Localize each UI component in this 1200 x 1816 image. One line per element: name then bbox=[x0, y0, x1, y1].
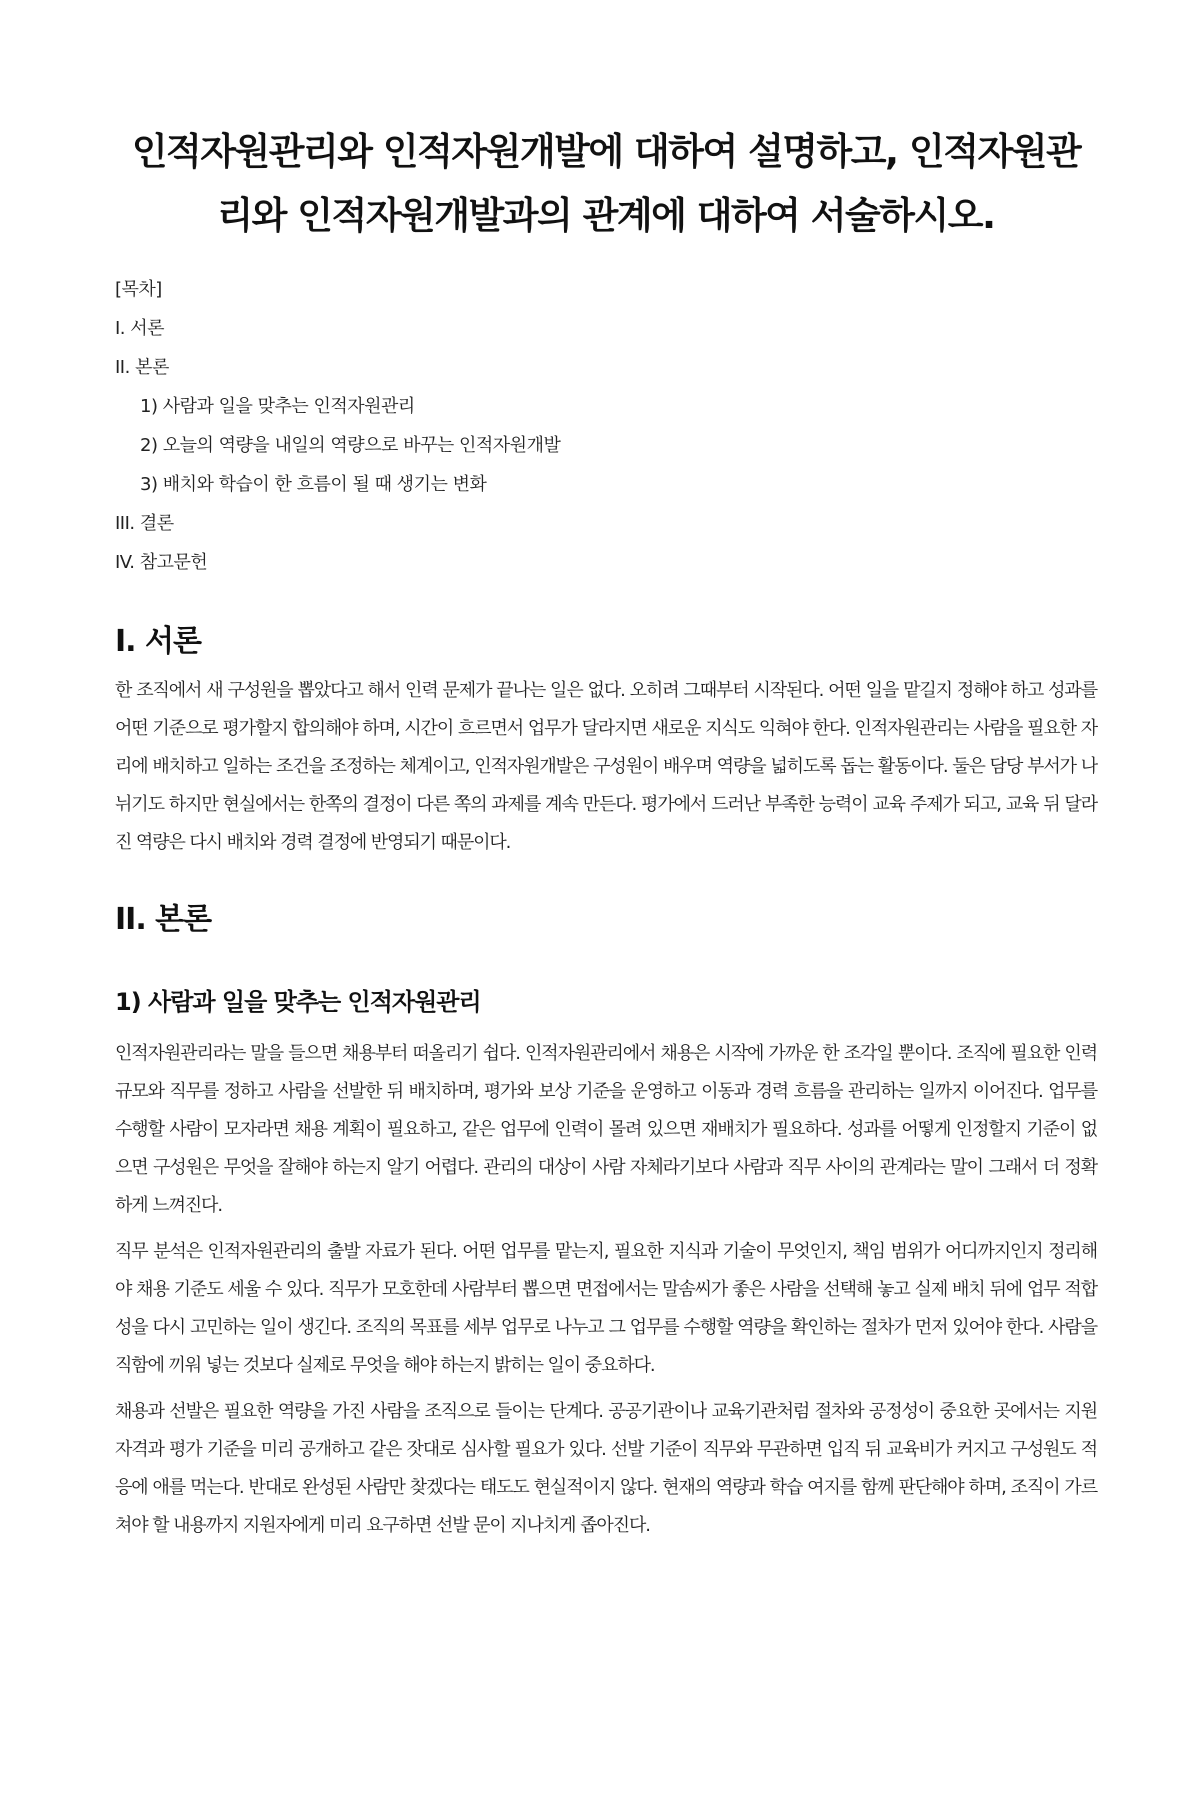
toc-item-body: II. 본론 bbox=[115, 357, 169, 378]
toc-item-references: IV. 참고문헌 bbox=[115, 552, 208, 573]
intro-paragraph: 한 조직에서 새 구성원을 뽑았다고 해서 인력 문제가 끝나는 일은 없다. 오히려 그때부터 시작된다. 어떤 일을 맡길지 정해야 하고 성과를 어떤 기준으로 평가할지 합의해야 하며, 시간이 흐르면서 업무가 달라지면 새로운 지식도 익혀야 한다. 인적자원관리는 사람을 필요한 자리에 배치하고 일하는 조건을 조정하는 체계이고, 인적자원개발은 구성원이 배우며 역량을 넓히도록 돕는 활동이다. 둘은 담당 부서가 나뉘기도 하지만 현실에서는 한쪽의 결정이 다른 쪽의 과제를 계속 만든다. 평가에서 드러난 부족한 능력이 교육 주제가 되고, 교육 뒤 달라진 역량은 다시 배치와 경력 결정에 반영되기 때문이다. bbox=[115, 680, 1097, 853]
toc-item-body-2: 2) 오늘의 역량을 내일의 역량으로 바꾸는 인적자원개발 bbox=[140, 435, 561, 456]
document-title: 인적자원관리와 인적자원개발에 대하여 설명하고, 인적자원관리와 인적자원개발과의 관계에 대하여 서술하시오. bbox=[131, 130, 1081, 237]
intro-heading: I. 서론 bbox=[115, 624, 201, 659]
toc-item-body-3: 3) 배치와 학습이 한 흐름이 될 때 생기는 변화 bbox=[140, 474, 487, 495]
body-heading: II. 본론 bbox=[115, 902, 212, 937]
table-of-contents bbox=[115, 270, 1097, 582]
body-subsection-1-paragraph-1: 인적자원관리라는 말을 들으면 채용부터 떠올리기 쉽다. 인적자원관리에서 채용은 시작에 가까운 한 조각일 뿐이다. 조직에 필요한 인력 규모와 직무를 정하고 사람을 선발한 뒤 배치하며, 평가와 보상 기준을 운영하고 이동과 경력 흐름을 관리하는 일까지 이어진다. 업무를 수행할 사람이 모자라면 채용 계획이 필요하고, 같은 업무에 인력이 몰려 있으면 재배치가 필요하다. 성과를 어떻게 인정할지 기준이 없으면 구성원은 무엇을 잘해야 하는지 알기 어렵다. 관리의 대상이 사람 자체라기보다 사람과 직무 사이의 관계라는 말이 그래서 더 정확하게 느껴진다. bbox=[115, 1043, 1097, 1216]
toc-item-body-1: 1) 사람과 일을 맞추는 인적자원관리 bbox=[140, 396, 415, 417]
body-subsection-1-heading: 1) 사람과 일을 맞추는 인적자원관리 bbox=[115, 988, 481, 1016]
document-page bbox=[0, 120, 1200, 1816]
body-subsection-1-paragraph-2: 직무 분석은 인적자원관리의 출발 자료가 된다. 어떤 업무를 맡는지, 필요한 지식과 기술이 무엇인지, 책임 범위가 어디까지인지 정리해야 채용 기준도 세울 수 있다. 직무가 모호한데 사람부터 뽑으면 면접에서는 말솜씨가 좋은 사람을 선택해 놓고 실제 배치 뒤에 업무 적합성을 다시 고민하는 일이 생긴다. 조직의 목표를 세부 업무로 나누고 그 업무를 수행할 역량을 확인하는 절차가 먼저 있어야 한다. 사람을 직함에 끼워 넣는 것보다 실제로 무엇을 해야 하는지 밝히는 일이 중요하다. bbox=[115, 1241, 1097, 1376]
toc-label: [목차] bbox=[115, 279, 162, 300]
toc-item-conclusion: III. 결론 bbox=[115, 513, 174, 534]
toc-item-intro: I. 서론 bbox=[115, 318, 165, 339]
body-subsection-1-paragraph-3: 채용과 선발은 필요한 역량을 가진 사람을 조직으로 들이는 단계다. 공공기관이나 교육기관처럼 절차와 공정성이 중요한 곳에서는 지원 자격과 평가 기준을 미리 공개하고 같은 잣대로 심사할 필요가 있다. 선발 기준이 직무와 무관하면 입직 뒤 교육비가 커지고 구성원도 적응에 애를 먹는다. 반대로 완성된 사람만 찾겠다는 태도도 현실적이지 않다. 현재의 역량과 학습 여지를 함께 판단해야 하며, 조직이 가르쳐야 할 내용까지 지원자에게 미리 요구하면 선발 문이 지나치게 좁아진다. bbox=[115, 1401, 1097, 1536]
